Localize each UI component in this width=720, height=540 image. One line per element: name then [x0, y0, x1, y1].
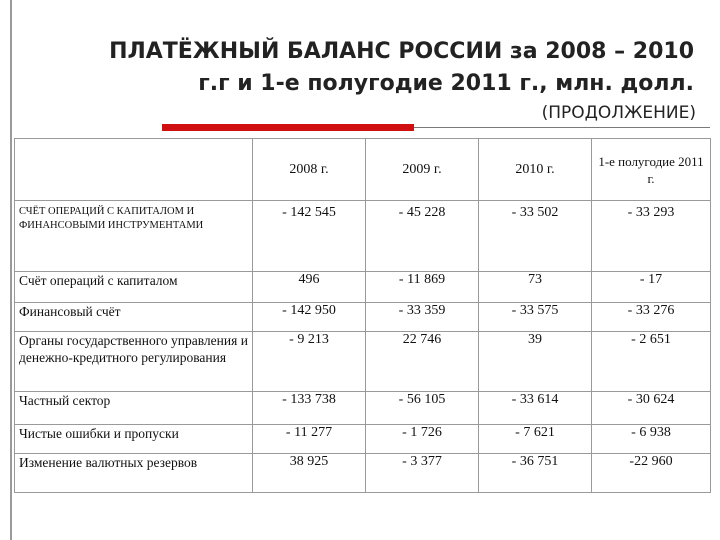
table-row: [15, 201, 711, 272]
cell-2008: - 142 545: [253, 201, 366, 272]
cell-h1-2011: - 33 293: [592, 201, 711, 272]
cell-2008: - 133 738: [253, 392, 366, 425]
cell-h1-2011: - 2 651: [592, 332, 711, 392]
slide-title: [20, 36, 694, 100]
cell-2010: 73: [479, 272, 592, 303]
cell-2010: - 33 575: [479, 303, 592, 332]
table-header-row: [15, 139, 711, 201]
cell-2008: - 9 213: [253, 332, 366, 392]
row-label: СЧЁТ ОПЕРАЦИЙ С КАПИТАЛОМ И ФИНАНСОВЫМИ ИНСТРУМЕНТАМИ: [15, 201, 253, 272]
row-label: Счёт операций с капиталом: [15, 272, 253, 303]
cell-2008: - 11 277: [253, 425, 366, 454]
cell-h1-2011: - 6 938: [592, 425, 711, 454]
row-label: Финансовый счёт: [15, 303, 253, 332]
cell-2009: - 3 377: [366, 454, 479, 493]
table-row: [15, 392, 711, 425]
red-accent-bar: [162, 124, 414, 131]
table-row: [15, 272, 711, 303]
cell-2009: - 1 726: [366, 425, 479, 454]
cell-2010: - 7 621: [479, 425, 592, 454]
gray-rule-line: [414, 127, 710, 128]
row-label: Частный сектор: [15, 392, 253, 425]
slide-title-line-1: ПЛАТЁЖНЫЙ БАЛАНС РОССИИ за 2008 – 2010: [109, 39, 694, 64]
row-label: Чистые ошибки и пропуски: [15, 425, 253, 454]
row-label: Изменение валютных резервов: [15, 454, 253, 493]
cell-2008: 496: [253, 272, 366, 303]
header-cell-empty: [15, 139, 253, 201]
cell-2010: - 36 751: [479, 454, 592, 493]
cell-h1-2011: - 30 624: [592, 392, 711, 425]
table-row: [15, 425, 711, 454]
cell-2010: - 33 614: [479, 392, 592, 425]
cell-2009: - 33 359: [366, 303, 479, 332]
cell-h1-2011: - 17: [592, 272, 711, 303]
slide-title-line-2: г.г и 1-е полугодие 2011 г., млн. долл.: [198, 71, 694, 96]
header-cell-2010: 2010 г.: [479, 139, 592, 201]
header-cell-2008: 2008 г.: [253, 139, 366, 201]
row-label: Органы государственного управления и денежно-кредитного регулирования: [15, 332, 253, 392]
left-decorative-bar: [10, 0, 12, 540]
slide-subtitle: (ПРОДОЛЖЕНИЕ): [541, 103, 696, 123]
cell-2009: - 56 105: [366, 392, 479, 425]
table-row: [15, 454, 711, 493]
table-row: [15, 332, 711, 392]
balance-of-payments-table: [14, 138, 711, 493]
table-row: [15, 303, 711, 332]
header-cell-h1-2011: 1-е полугодие 2011 г.: [592, 139, 711, 201]
cell-2009: - 45 228: [366, 201, 479, 272]
cell-2010: 39: [479, 332, 592, 392]
cell-2008: - 142 950: [253, 303, 366, 332]
cell-h1-2011: -22 960: [592, 454, 711, 493]
cell-2009: 22 746: [366, 332, 479, 392]
header-cell-2009: 2009 г.: [366, 139, 479, 201]
cell-2010: - 33 502: [479, 201, 592, 272]
cell-2009: - 11 869: [366, 272, 479, 303]
cell-2008: 38 925: [253, 454, 366, 493]
cell-h1-2011: - 33 276: [592, 303, 711, 332]
